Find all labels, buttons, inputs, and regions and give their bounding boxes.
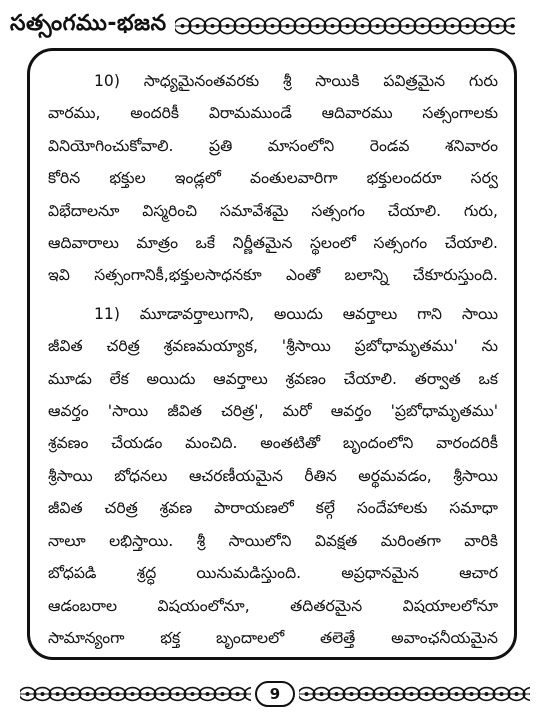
header-title: సత్సంగము-భజన (10, 11, 167, 36)
text-line: 11) మూడావర్తాలుగాని, అయిదు ఆవర్తాలు గాని సాయి (94, 304, 498, 323)
paragraph-10 (48, 65, 498, 292)
text-line: శ్రవణం చేయడం మంచిది. అంతటితో బృందంలోని వారందరికీ (48, 434, 498, 453)
text-line: సామాన్యంగా భక్త బృందాలలో తలెత్తే అవాంఛనీయమైన (48, 628, 498, 647)
text-line: ఇవి సత్సంగానికీ,భక్తులసాధనకూ ఎంతో బలాన్ని చేకూరుస్తుంది. (48, 266, 498, 285)
text-line: ఆదివారాలు మాత్రం ఒకే నిర్ణీతమైన స్థలంలో సత్సంగం చేయాలి. (48, 234, 498, 253)
text-line: విభేదాలనూ విస్మరించి సమావేశమై సత్సంగం చేయాలి. గురు, (48, 201, 498, 220)
text-line: కోరిన భక్తుల ఇండ్లలో వంతులవారిగా భక్తులందరూ సర్వ (48, 169, 498, 188)
text-line: జీవిత చరిత్ర శ్రవణమయ్యాక, 'శ్రీసాయి ప్రబోధామృతము' ను (48, 337, 498, 356)
page-header (10, 6, 540, 46)
content-frame (27, 48, 517, 660)
text-line: ఆడంబరాల విషయంలోనూ, తదితరమైన విషయాలలోనూ (48, 596, 498, 615)
page-footer (20, 680, 530, 708)
text-line: బోధపడి శ్రద్ధ యినుమడిస్తుంది. అప్రధానమైన ఆచార (48, 564, 498, 583)
text-line: నాలూ లభిస్తాయి. శ్రీ సాయిలోని వివక్షత మరింతగా వారికి (48, 531, 498, 550)
text-line: 10) సాధ్యమైనంతవరకు శ్రీ సాయికి పవిత్రమైన గురు (94, 72, 498, 90)
text-line: వినియోగించుకోవాలి. ప్రతి మాసంలోని రెండవ శనివారం (48, 136, 498, 155)
ornament-border-icon (299, 684, 530, 704)
text-line: వారము, అందరికీ విరామముండే ఆదివారము సత్సంగాలకు (48, 104, 498, 123)
paragraph-11 (48, 298, 498, 654)
page-number: 9 (255, 681, 295, 707)
text-line: మూడు లేక అయిదు ఆవర్తాలు శ్రవణం చేయాలి. తర్వాత ఒక (48, 369, 498, 388)
footer-ornament-left (20, 684, 251, 704)
text-line: జీవిత చరిత్ర శ్రవణ పారాయణలో కల్గే సందేహాలకు సమాధా (48, 499, 498, 518)
footer-ornament-right (299, 684, 530, 704)
header-ornament (175, 14, 540, 38)
ornament-border-icon (20, 684, 251, 704)
text-line: శ్రీసాయి బోధనలు ఆచరణీయమైన రీతిన అర్థమవడం, శ్రీసాయి (48, 466, 498, 485)
ornament-border-icon (175, 14, 515, 38)
text-line: ఆవర్తం 'సాయి జీవిత చరిత్ర', మరో ఆవర్తం 'ప్రబోధామృతము' (48, 402, 498, 421)
